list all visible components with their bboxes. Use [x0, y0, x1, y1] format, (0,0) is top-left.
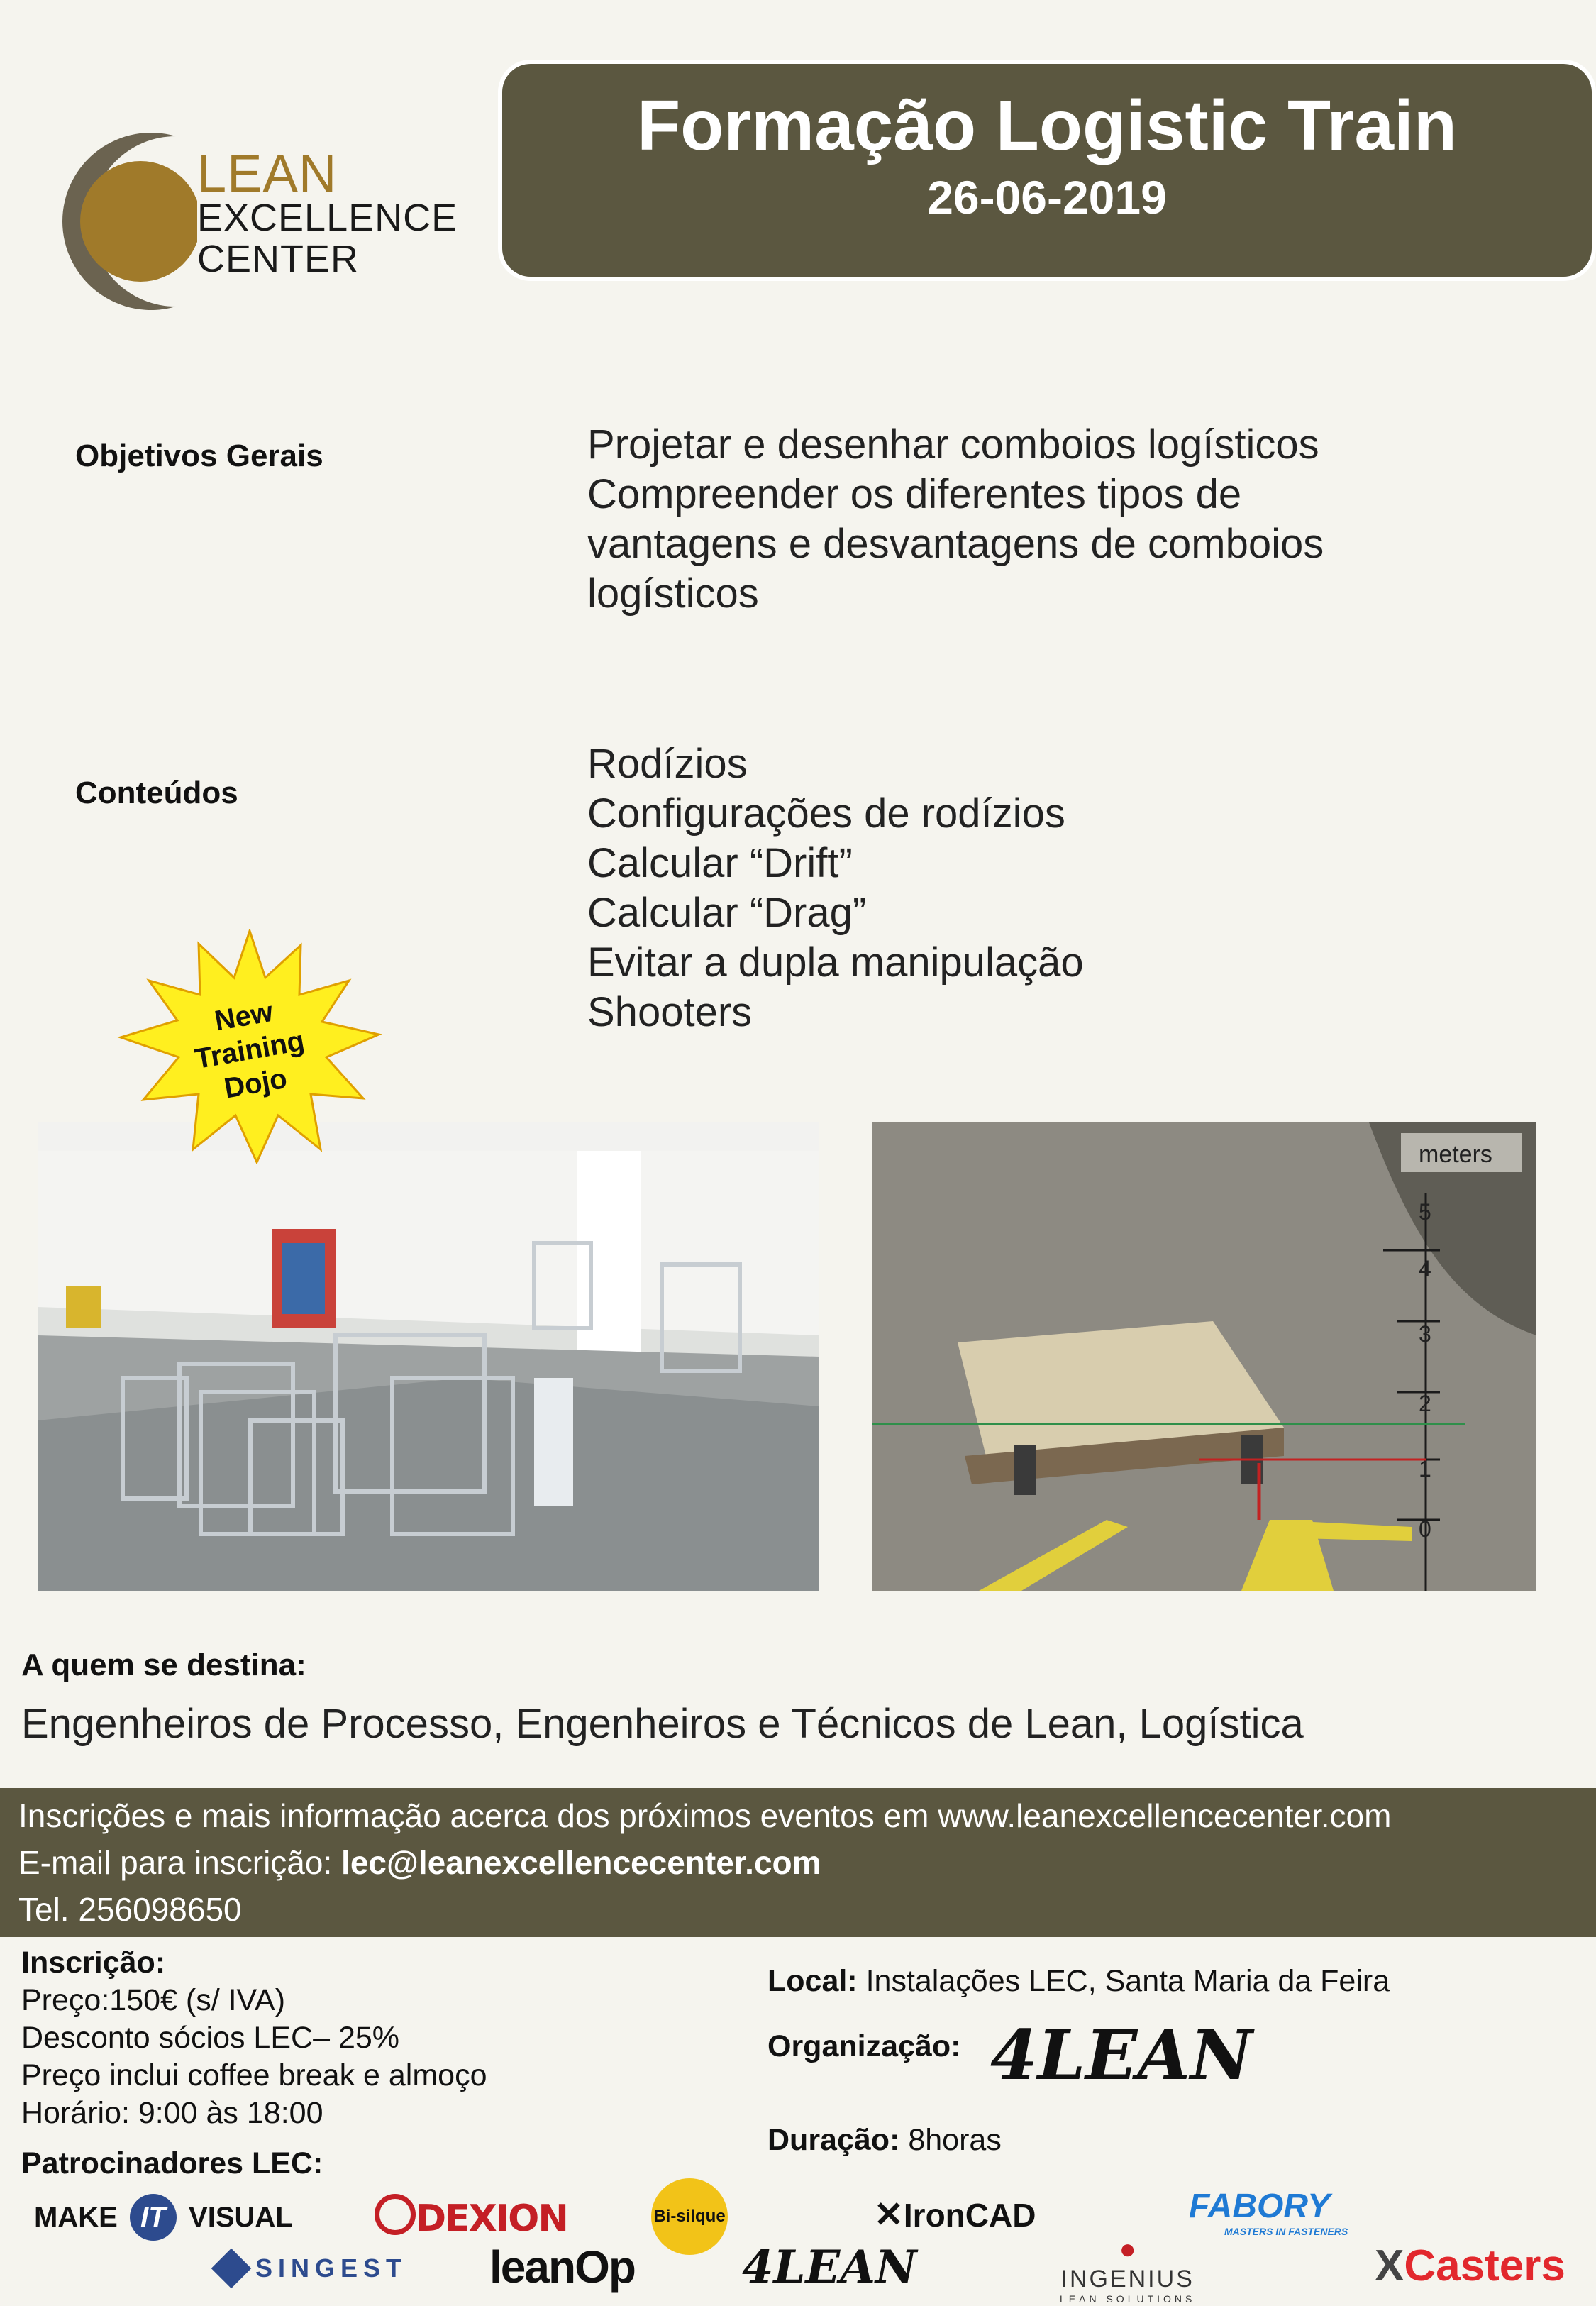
- sponsor-ingenius: [1060, 2234, 1195, 2305]
- sponsor-ironcad: [874, 2194, 1036, 2235]
- inscricao-line: Preço inclui coffee break e almoço: [21, 2058, 487, 2092]
- audience-text: Engenheiros de Processo, Engenheiros e Técnicos de Lean, Logística: [21, 1701, 1304, 1747]
- sponsor-bisilque: Bi-silque: [651, 2178, 728, 2255]
- header-banner: [502, 64, 1592, 277]
- sponsor-text: LEAN SOLUTIONS: [1060, 2293, 1196, 2305]
- singest-icon: [211, 2249, 252, 2289]
- sponsor-text: INGENIUS: [1060, 2266, 1195, 2293]
- info-line: Inscrições e mais informação acerca dos próximos eventos em www.leanexcellencecenter.com: [18, 1797, 1392, 1834]
- sponsor-fabory: [1189, 2187, 1348, 2237]
- inscricao-line: Horário: 9:00 às 18:00: [21, 2096, 323, 2130]
- local-label: Local:: [767, 1964, 858, 1998]
- objetivos-line: vantagens e desvantagens de comboios: [587, 521, 1324, 567]
- 4lean-org-logo: 4LEAN: [990, 2015, 1253, 2095]
- tel-line: Tel. 256098650: [18, 1891, 242, 1928]
- sponsor-text: IronCAD: [903, 2197, 1036, 2234]
- info-band: [0, 1788, 1596, 1937]
- objetivos-label: Objetivos Gerais: [75, 438, 323, 473]
- conteudos-line: Rodízios: [587, 741, 748, 787]
- conteudos-label: Conteúdos: [75, 776, 238, 810]
- page-title: Formação Logistic Train: [637, 86, 1457, 165]
- warehouse-image-icon: [38, 1122, 819, 1591]
- inscricao-label: Inscrição:: [21, 1946, 166, 1980]
- ingenius-icon: ●: [1119, 2234, 1136, 2265]
- conteudos-list: [587, 739, 1566, 1037]
- lec-logo: [34, 122, 502, 321]
- objetivos-line: logísticos: [587, 570, 759, 617]
- conteudos-line: Evitar a dupla manipulação: [587, 939, 1084, 986]
- tick-label: 4: [1419, 1256, 1431, 1281]
- sponsor-dexion: [375, 2194, 567, 2240]
- patrocinadores-label: Patrocinadores LEC:: [21, 2146, 323, 2180]
- sponsor-4lean: 4LEAN: [742, 2241, 917, 2294]
- badge-line1: New: [212, 995, 275, 1037]
- duracao-line: [767, 2122, 1002, 2159]
- email-label: E-mail para inscrição:: [18, 1844, 342, 1881]
- sponsor-text: X: [1375, 2241, 1404, 2290]
- new-training-dojo-badge: [115, 929, 384, 1164]
- inscricao-block: [21, 1944, 487, 2132]
- logo-line1: LEAN: [197, 144, 338, 203]
- duracao-label: Duração:: [767, 2123, 900, 2157]
- objetivos-line: Projetar e desenhar comboios logísticos: [587, 421, 1319, 468]
- sponsor-text: FABORY: [1189, 2188, 1331, 2225]
- email-link[interactable]: lec@leanexcellencecenter.com: [341, 1844, 821, 1881]
- sponsor-text: SINGEST: [255, 2253, 408, 2283]
- badge-line2: Training: [192, 1025, 307, 1076]
- badge-line3: Dojo: [221, 1062, 289, 1105]
- inscricao-line: Preço:150€ (s/ IVA): [21, 1983, 286, 2017]
- sponsor-text: VISUAL: [189, 2202, 293, 2233]
- pallet-image-icon: [872, 1122, 1536, 1591]
- ironcad-icon: ✕: [874, 2195, 904, 2234]
- sponsor-leanop: leanOp: [489, 2241, 635, 2293]
- sponsor-singest: [217, 2253, 407, 2283]
- inscricao-line: Desconto sócios LEC– 25%: [21, 2021, 400, 2055]
- conteudos-line: Configurações de rodízios: [587, 790, 1065, 837]
- sponsor-text: IT: [130, 2194, 177, 2241]
- sponsor-text: Casters: [1404, 2241, 1565, 2290]
- training-dojo-photo: [38, 1122, 819, 1591]
- organizacao-label: [767, 2028, 960, 2065]
- sponsor-text: MASTERS IN FASTENERS: [1224, 2226, 1348, 2237]
- objetivos-list: [587, 420, 1566, 619]
- lec-logo-mark-icon: [34, 122, 197, 321]
- conteudos-line: Calcular “Drift”: [587, 840, 853, 886]
- sponsor-xcasters: [1375, 2241, 1565, 2291]
- organizacao-label-text: Organização:: [767, 2029, 961, 2063]
- sponsor-text: MAKE: [34, 2202, 118, 2233]
- meters-label: meters: [1419, 1141, 1492, 1168]
- audience-label: A quem se destina:: [21, 1648, 306, 1682]
- event-date: 26-06-2019: [927, 171, 1167, 224]
- local-value: Instalações LEC, Santa Maria da Feira: [857, 1964, 1390, 1998]
- email-line: [18, 1843, 821, 1882]
- objetivos-line: Compreender os diferentes tipos de: [587, 471, 1242, 517]
- local-line: [767, 1963, 1390, 2000]
- tick-label: 0: [1419, 1516, 1431, 1542]
- tick-label: 2: [1419, 1391, 1431, 1416]
- sponsor-makeitvisual: [34, 2194, 293, 2241]
- dexion-circle-icon: [375, 2194, 416, 2235]
- logo-line2: EXCELLENCE: [197, 197, 458, 239]
- tick-label: 1: [1419, 1456, 1431, 1482]
- logo-line3: CENTER: [197, 238, 360, 280]
- tick-label: 5: [1419, 1199, 1431, 1225]
- conteudos-line: Calcular “Drag”: [587, 890, 867, 936]
- drift-measurement-photo: [872, 1122, 1536, 1591]
- sponsor-text: DEXION: [416, 2197, 567, 2240]
- conteudos-line: Shooters: [587, 989, 753, 1035]
- duracao-value: 8horas: [899, 2123, 1002, 2157]
- tick-label: 3: [1419, 1321, 1431, 1347]
